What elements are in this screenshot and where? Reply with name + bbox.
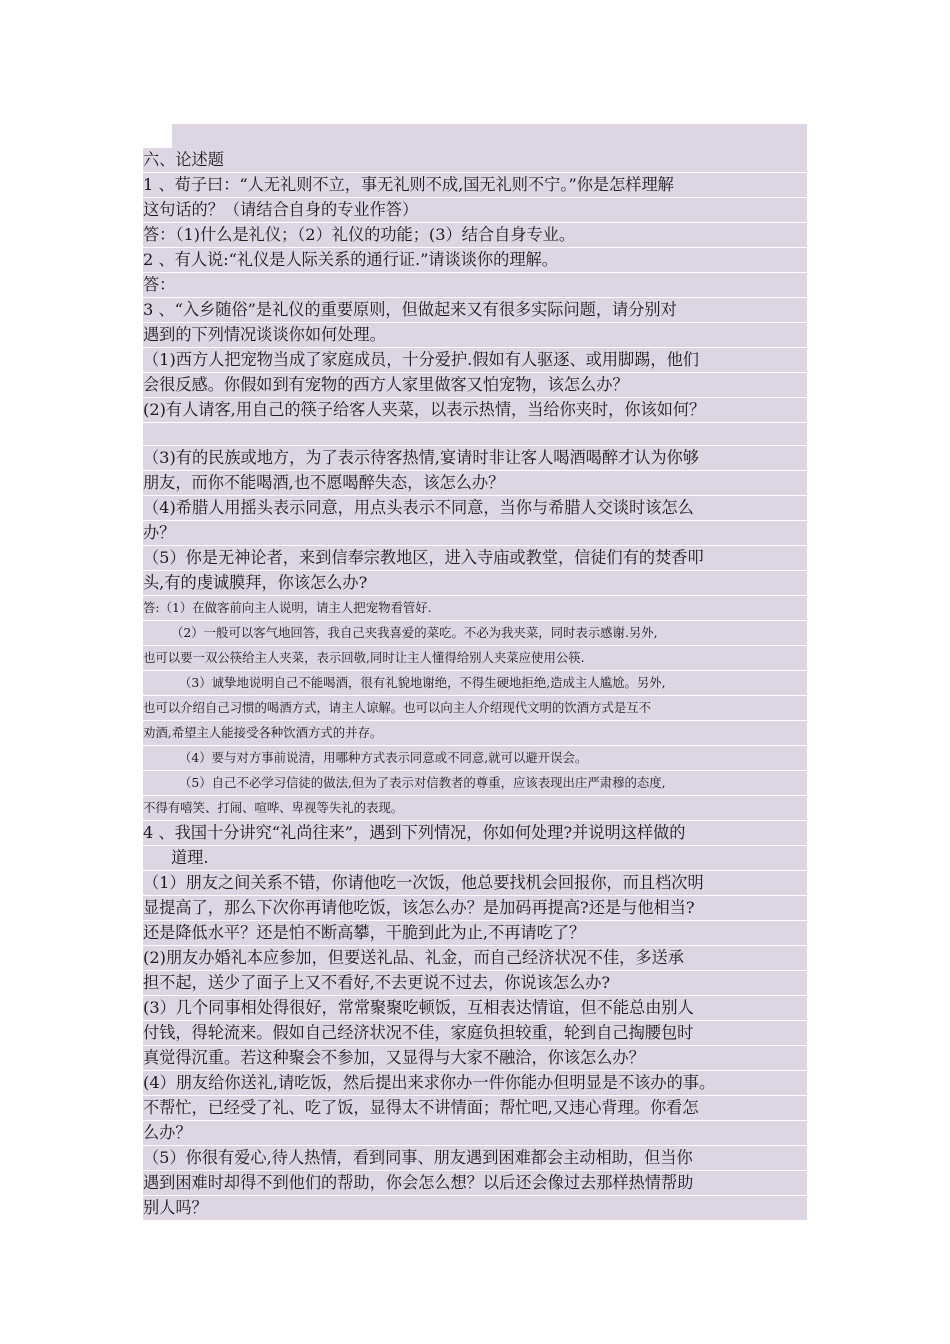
q4-item-5-line-2: 遇到困难时却得不到他们的帮助，你会怎么想？以后还会像过去那样热情帮助 [143, 1171, 807, 1195]
q4-item-2-line-1: (2)朋友办婚礼本应参加，但要送礼品、礼金，而自己经济状况不佳，多送承 [143, 946, 807, 970]
q3-item-5-line-2: 头,有的虔诚膜拜，你该怎么办? [143, 571, 807, 595]
q4-item-4-line-3: 么办？ [143, 1121, 807, 1145]
question-2: 2 、有人说:“礼仪是人际关系的通行证.”请谈谈你的理解。 [143, 248, 807, 272]
answer-3-item-3-line-3: 劝酒,希望主人能接受各种饮酒方式的并存。 [143, 721, 807, 745]
question-1-line-1: 1 、荀子曰：“人无礼则不立，事无礼则不成,国无礼则不宁。”你是怎样理解 [143, 173, 807, 197]
q4-item-3-line-3: 真觉得沉重。若这种聚会不参加，又显得与大家不融洽，你该怎么办？ [143, 1046, 807, 1070]
q3-item-4-line-2: 办？ [143, 521, 807, 545]
answer-2: 答： [143, 273, 807, 297]
q3-item-1-line-1: （1)西方人把宠物当成了家庭成员，十分爱护.假如有人驱逐、或用脚踢，他们 [143, 348, 807, 372]
q4-item-5-line-3: 别人吗？ [143, 1196, 807, 1220]
question-4-line-1: 4 、我国十分讲究“礼尚往来”，遇到下列情况，你如何处理?并说明这样做的 [143, 821, 807, 845]
answer-3-item-5-line-2: 不得有嘻笑、打闹、喧哗、卑视等失礼的表现。 [143, 796, 807, 820]
q4-item-1-line-3: 还是降低水平？还是怕不断高攀，干脆到此为止,不再请吃了？ [143, 921, 807, 945]
q4-item-1-line-1: （1）朋友之间关系不错，你请他吃一次饭，他总要找机会回报你，而且档次明 [143, 871, 807, 895]
blank-line [143, 423, 807, 445]
question-3-line-1: 3 、“入乡随俗”是礼仪的重要原则，但做起来又有很多实际问题，请分别对 [143, 298, 807, 322]
q3-item-4-line-1: （4)希腊人用摇头表示同意，用点头表示不同意，当你与希腊人交谈时该怎么 [143, 496, 807, 520]
answer-3-item-1: 答:（1）在做客前向主人说明，请主人把宠物看管好. [143, 596, 807, 620]
section-title: 六、论述题 [143, 148, 807, 172]
question-3-line-2: 遇到的下列情况谈谈你如何处理。 [143, 323, 807, 347]
q4-item-1-line-2: 显提高了，那么下次你再请他吃饭，该怎么办？是加码再提高?还是与他相当? [143, 896, 807, 920]
q4-item-4-line-1: (4）朋友给你送礼,请吃饭，然后提出来求你办一件你能办但明显是不该办的事。 [143, 1071, 807, 1095]
answer-3-item-2-line-1: （2）一般可以客气地回答，我自己夹我喜爱的菜吃。不必为我夹菜，同时表示感谢.另外, [143, 621, 807, 645]
answer-3-item-4: （4）要与对方事前说清，用哪种方式表示同意或不同意,就可以避开误会。 [143, 746, 807, 770]
answer-3-item-5-line-1: （5）自己不必学习信徒的做法,但为了表示对信教者的尊重，应该表现出庄严肃穆的态度, [143, 771, 807, 795]
q4-item-3-line-1: (3）几个同事相处得很好，常常聚聚吃顿饭，互相表达情谊，但不能总由别人 [143, 996, 807, 1020]
highlight-strip [172, 124, 807, 148]
q4-item-3-line-2: 付钱，得轮流来。假如自己经济状况不佳，家庭负担较重，轮到自己掏腰包时 [143, 1021, 807, 1045]
document-body [143, 148, 807, 1221]
q4-item-2-line-2: 担不起，送少了面子上又不看好,不去更说不过去，你说该怎么办? [143, 971, 807, 995]
q3-item-2: (2)有人请客,用自己的筷子给客人夹菜，以表示热情，当给你夹时，你该如何？ [143, 398, 807, 422]
answer-3-item-3-line-1: （3）诚挚地说明自己不能喝酒，很有礼貌地谢绝，不得生硬地拒绝,造成主人尴尬。另外, [143, 671, 807, 695]
q4-item-4-line-2: 不帮忙，已经受了礼、吃了饭，显得太不讲情面；帮忙吧,又违心背理。你看怎 [143, 1096, 807, 1120]
answer-3-item-2-line-2: 也可以要一双公筷给主人夹菜，表示回敬,同时让主人懂得给别人夹菜应使用公筷. [143, 646, 807, 670]
q3-item-3-line-2: 朋友，而你不能喝酒,也不愿喝醉失态，该怎么办？ [143, 471, 807, 495]
q3-item-5-line-1: （5）你是无神论者，来到信奉宗教地区，进入寺庙或教堂，信徒们有的焚香叩 [143, 546, 807, 570]
question-4-line-2: 道理. [143, 846, 807, 870]
answer-1: 答：（1)什么是礼仪；（2）礼仪的功能；(3）结合自身专业。 [143, 223, 807, 247]
q3-item-1-line-2: 会很反感。你假如到有宠物的西方人家里做客又怕宠物，该怎么办？ [143, 373, 807, 397]
q4-item-5-line-1: （5）你很有爱心,待人热情，看到同事、朋友遇到困难都会主动相助，但当你 [143, 1146, 807, 1170]
answer-3-item-3-line-2: 也可以介绍自己习惯的喝酒方式，请主人谅解。也可以向主人介绍现代文明的饮酒方式是互不 [143, 696, 807, 720]
question-1-line-2: 这句话的？（请结合自身的专业作答） [143, 198, 807, 222]
q3-item-3-line-1: （3)有的民族或地方，为了表示待客热情,宴请时非让客人喝酒喝醉才认为你够 [143, 446, 807, 470]
